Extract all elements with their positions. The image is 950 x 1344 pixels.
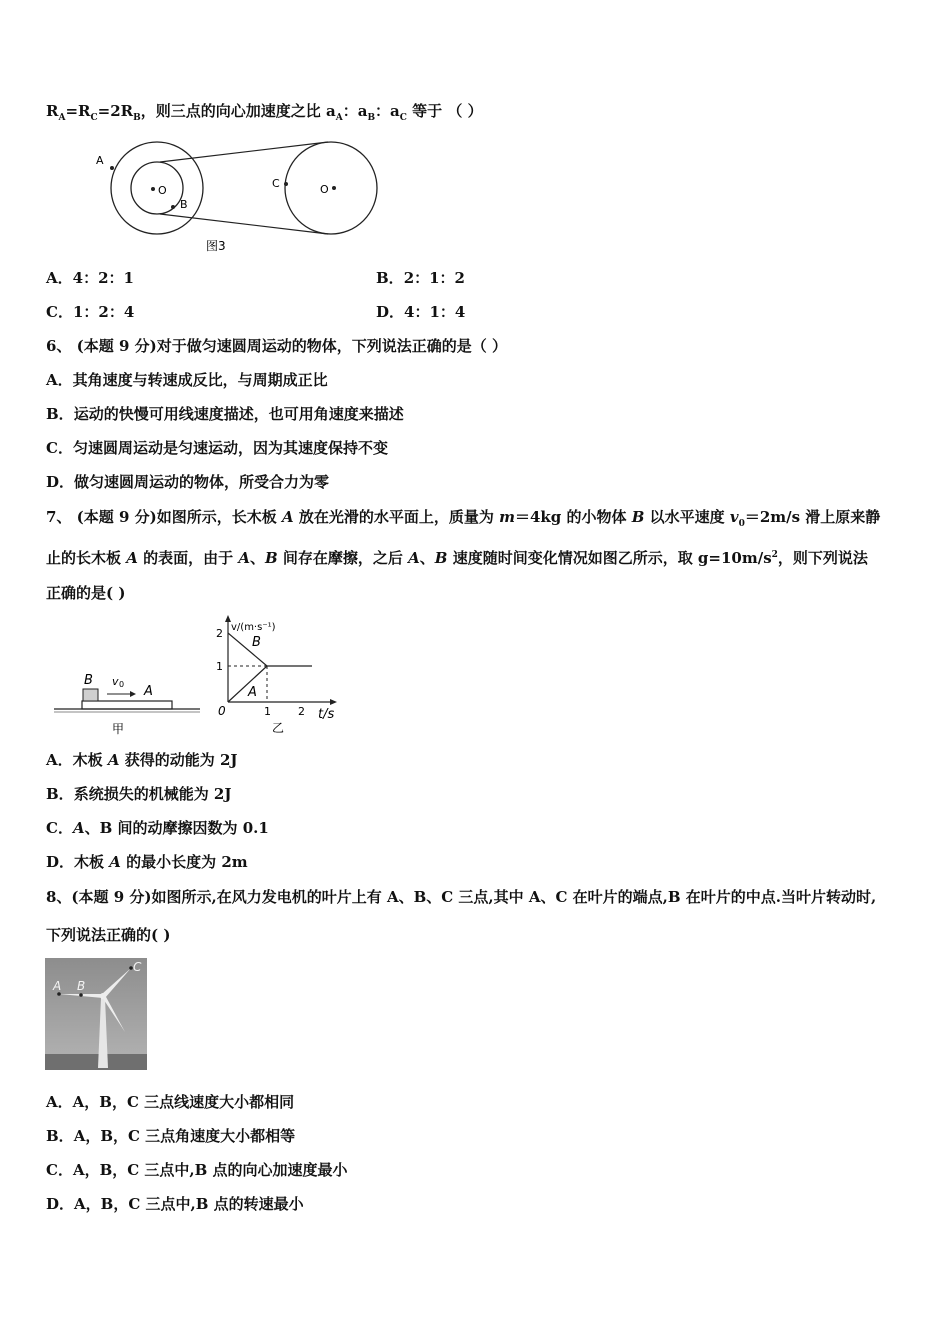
label-b: B (84, 673, 93, 688)
q7-figure-yi (212, 612, 362, 737)
q6-option-c[interactable]: C．匀速圆周运动是匀速运动，因为其速度保持不变 (46, 439, 388, 457)
caption-yi: 乙 (272, 721, 285, 735)
q8-stem-line2: 下列说法正确的( ) (46, 926, 171, 944)
curve-b-label: B (252, 635, 261, 650)
label-b: B (77, 979, 86, 993)
curve-a-label: A (248, 685, 257, 700)
q5-option-d[interactable]: D．4：1：4 (376, 303, 466, 321)
q8-stem-line1: 8、(本题 9 分)如图所示,在风力发电机的叶片上有 A、B、C 三点,其中 A、C 在叶片的端点,B 在叶片的中点.当叶片转动时, (46, 888, 877, 906)
tick-x2: 2 (298, 705, 305, 718)
x-axis-label: t/s (318, 707, 335, 722)
label-a: A (53, 979, 62, 993)
label-a: A (144, 684, 153, 699)
q6-option-b[interactable]: B．运动的快慢可用线速度描述，也可用角速度来描述 (46, 405, 404, 423)
y-arrowhead (225, 615, 231, 622)
q7-option-a[interactable]: A．木板 A 获得的动能为 2J (46, 751, 238, 769)
q6-option-d[interactable]: D．做匀速圆周运动的物体，所受合力为零 (46, 473, 330, 491)
q7-option-d[interactable]: D．木板 A 的最小长度为 2m (46, 853, 248, 871)
point-a-dot (110, 166, 114, 170)
center-o1-dot (151, 187, 155, 191)
q7-stem-line1: 7、 (本题 9 分)如图所示，长木板 A 放在光滑的水平面上，质量为 m＝4kg 的小物体 B 以水平速度 $v_0=2m/s$ 滑上原来静 (46, 508, 881, 529)
point-c-dot (284, 182, 288, 186)
velocity-arrowhead (130, 691, 136, 697)
small-left-wheel (131, 162, 183, 214)
tick-y1: 1 (216, 660, 223, 673)
label-v0-sub: 0 (119, 680, 125, 689)
caption-jia: 甲 (112, 722, 125, 736)
point-b-dot (79, 993, 83, 997)
q8-option-c[interactable]: C．A，B，C 三点中,B 点的向心加速度最小 (46, 1161, 348, 1179)
photo-ground (45, 1054, 147, 1070)
label-v0: v (112, 675, 119, 688)
q7-option-b[interactable]: B．系统损失的机械能为 2J (46, 785, 232, 803)
q5-option-c[interactable]: C．1：2：4 (46, 303, 135, 321)
q7-stem-line2: 止的长木板 A 的表面，由于 A、B 间存在摩擦，之后 A、B 速度随时间变化情况如图乙所示，取 $g=10m/s^2$，则下列说法 (46, 549, 868, 567)
q5-pulley-figure (90, 130, 390, 260)
q7-stem-line3: 正确的是( ) (46, 584, 126, 602)
label-c: C (272, 177, 280, 190)
q8-option-a[interactable]: A．A，B，C 三点线速度大小都相同 (46, 1093, 295, 1111)
q5-option-b[interactable]: B．2：1：2 (376, 269, 465, 287)
right-wheel (285, 142, 377, 234)
label-o2: O (320, 183, 329, 196)
q5-stem: $R_A=R_C=2R_B$，则三点的向心加速度之比 $a_A$：$a_B$：$a_C$ 等于 （ ） (46, 102, 483, 123)
label-o1: O (158, 184, 167, 197)
tick-origin: 0 (218, 704, 226, 718)
board-a (82, 701, 172, 709)
q7-figure-jia (52, 665, 202, 740)
point-b-dot (171, 205, 175, 209)
y-axis-label: v/(m·s⁻¹) (231, 622, 276, 633)
tick-x1: 1 (264, 705, 271, 718)
center-o2-dot (332, 186, 336, 190)
x-arrowhead (330, 699, 337, 705)
label-c: C (133, 960, 142, 974)
label-b: B (180, 198, 188, 211)
curve-b-line (228, 633, 267, 666)
q5-option-a[interactable]: A．4：2：1 (46, 269, 134, 287)
tick-y2: 2 (216, 627, 223, 640)
q7-option-c[interactable]: C．A、B 间的动摩擦因数为 0.1 (46, 819, 269, 837)
photo-background (45, 958, 147, 1070)
large-left-wheel (111, 142, 203, 234)
block-b (83, 689, 98, 701)
figure-caption: 图3 (206, 239, 226, 253)
q8-wind-turbine-photo (45, 958, 147, 1070)
q8-option-d[interactable]: D．A，B，C 三点中,B 点的转速最小 (46, 1195, 304, 1213)
label-a: A (96, 154, 104, 167)
q8-option-b[interactable]: B．A，B，C 三点角速度大小都相等 (46, 1127, 296, 1145)
q6-option-a[interactable]: A．其角速度与转速成反比，与周期成正比 (46, 371, 328, 389)
q6-stem: 6、 (本题 9 分)对于做匀速圆周运动的物体，下列说法正确的是（ ） (46, 337, 507, 355)
